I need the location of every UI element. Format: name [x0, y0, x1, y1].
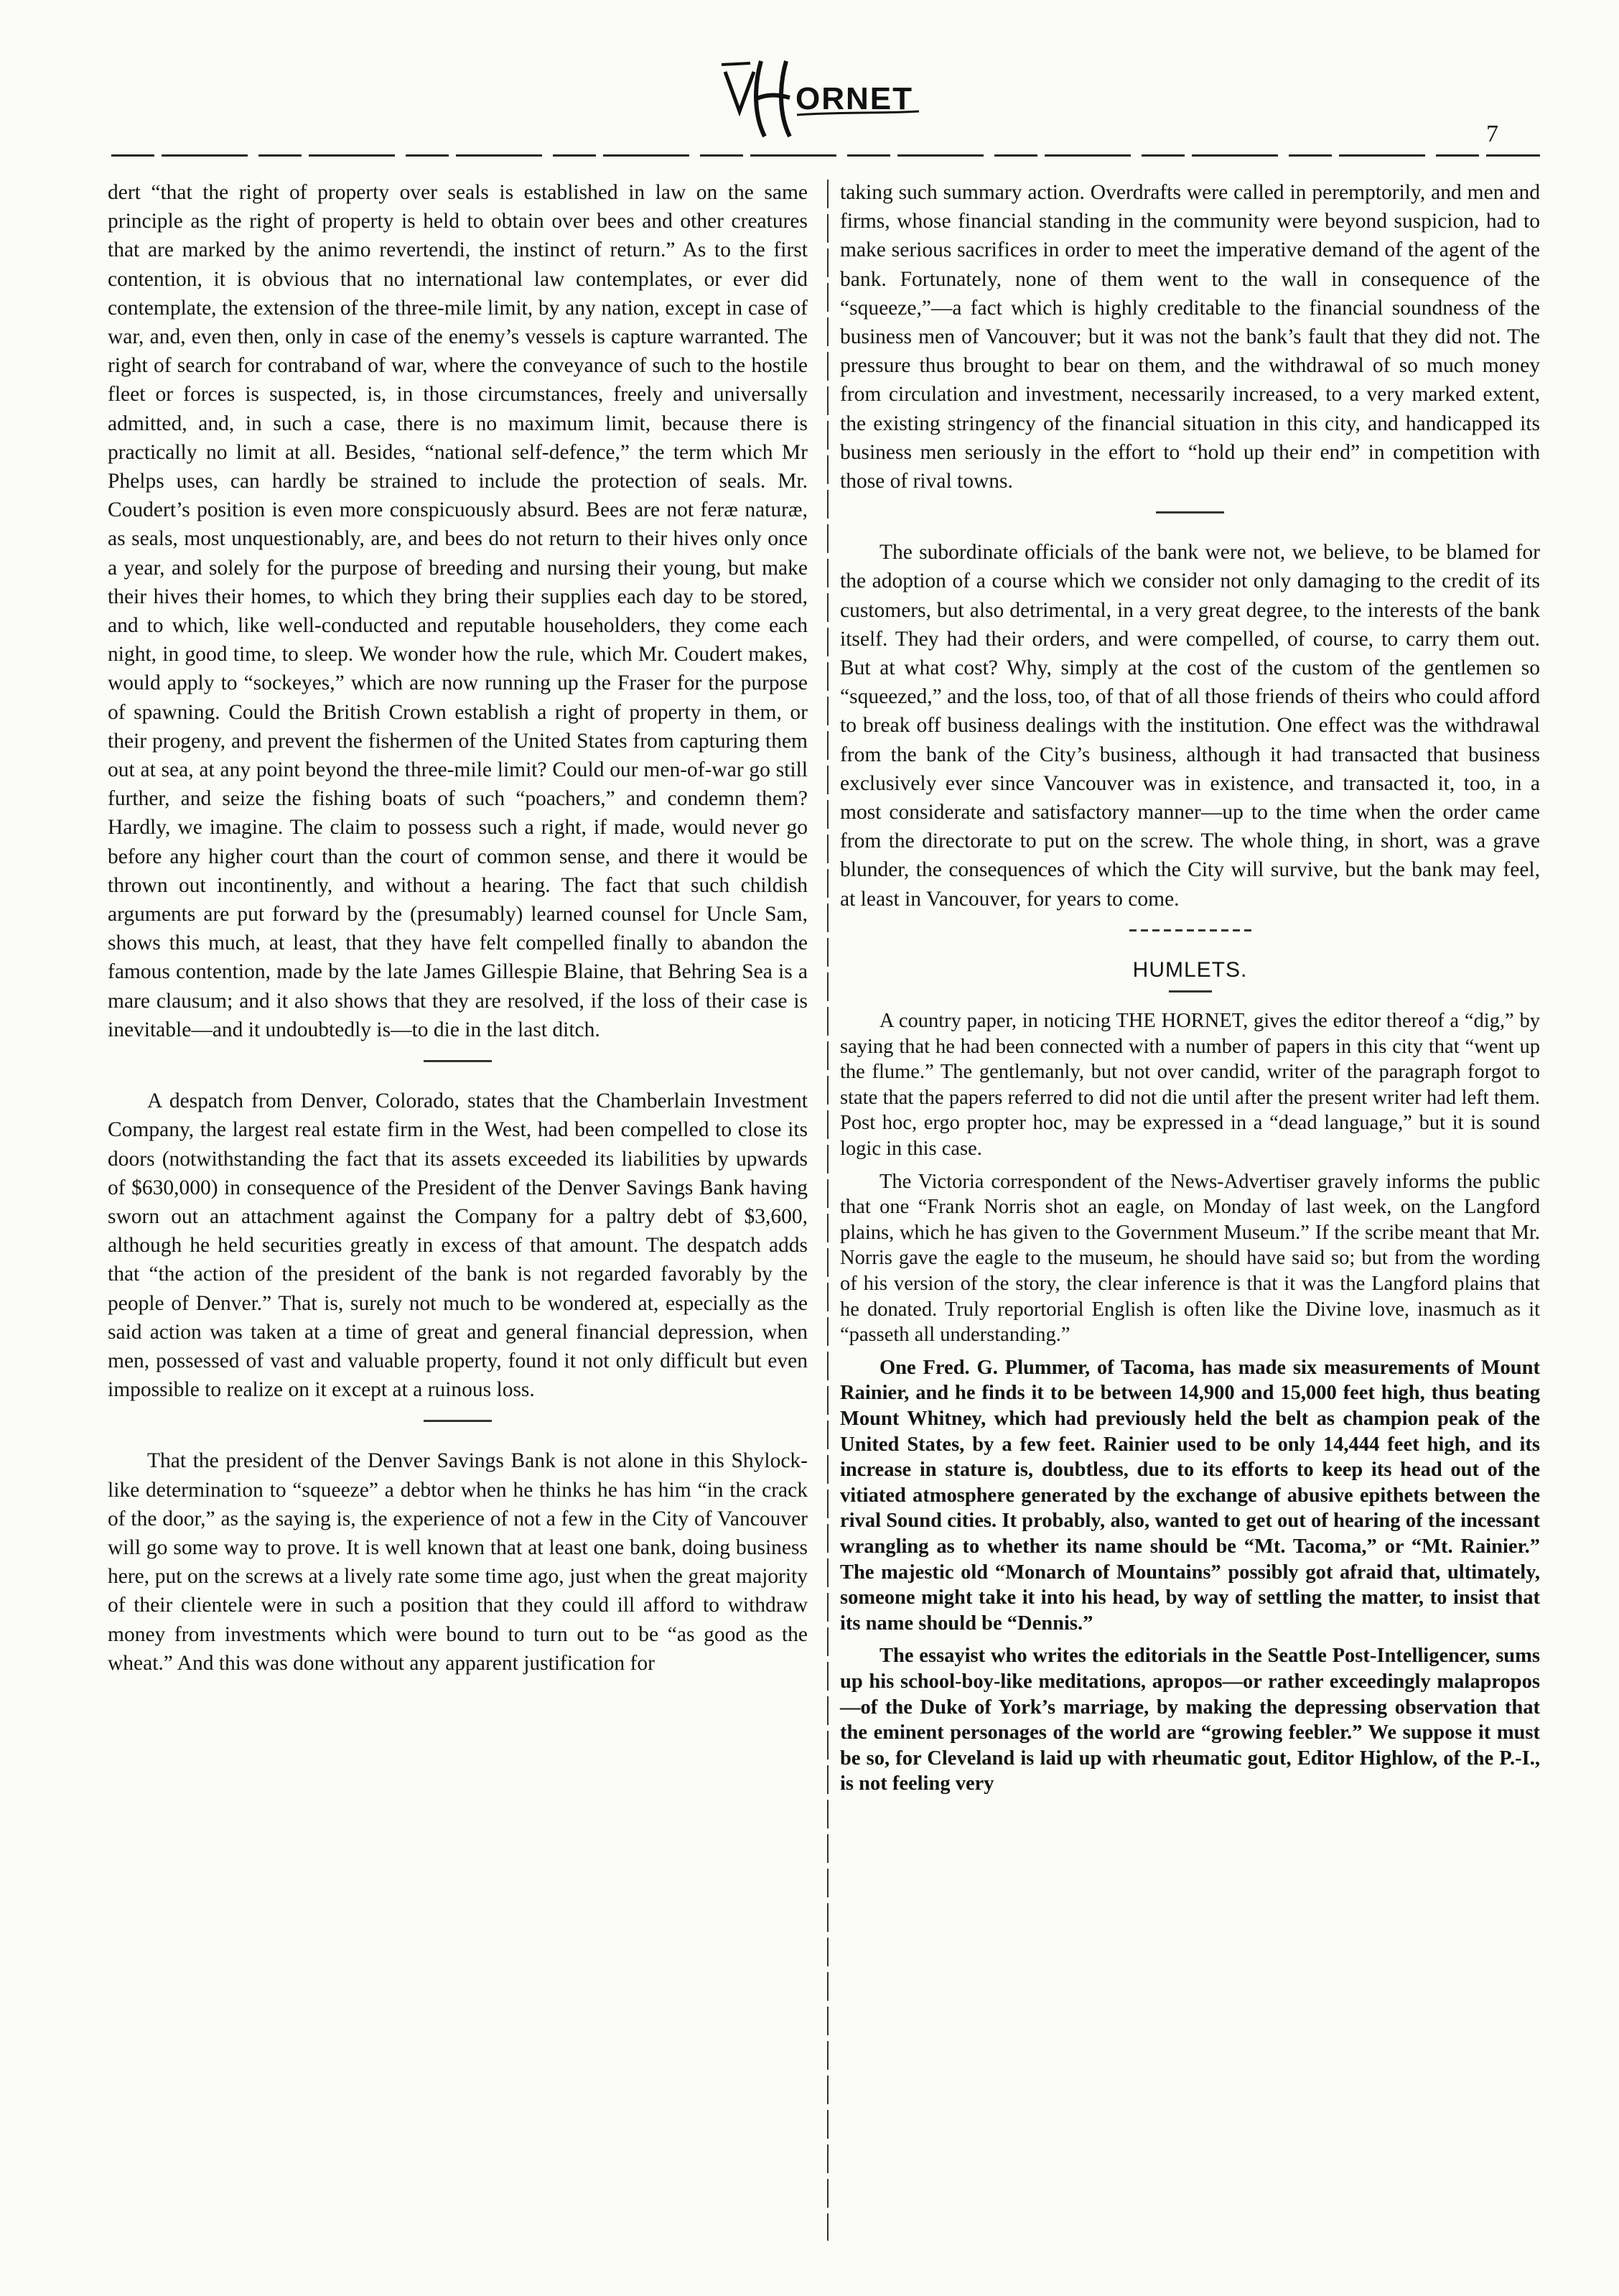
article-paragraph: dert “that the right of property over seals is established in law on the same principle as the right of property is held to obtain over bees and other creatures that are marked by the animo revertendi, the instinct of return.” As to the first contention, it is obvious that no international law contemplates, or ever did contemplate, the extension of the three-mile limit, by any nation, except in case of war, and, even then, only in case of the enemy’s vessels is capture warranted. The right of search for contraband of war, where the conveyance of such to the hostile fleet or forces is suspected, is, in those circumstances, freely and universally admitted, and, in such a case, there is no maximum limit, because there is practically no limit at all. Besides, “national self-defence,” the term which Mr Phelps uses, can hardly be strained to include the protection of seals. Mr. Coudert’s position is even more conspicuously absurd. Bees are not feræ naturæ, as seals, most unquestionably, are, and bees do not return to their hives only once a year, and solely for the purpose of breeding and nursing their young, but make their hives their homes, to which they bring their supplies each day to be stored, and to which, like well-conducted and reputable householders, they come each night, in good time, to sleep. We wonder how the rule, which Mr. Coudert makes, would apply to “sockeyes,” which are now running up the Fraser for the purpose of spawning. Could the British Crown establish a right of property in them, or their progeny, and prevent the fishermen of the United States from capturing them out at sea, at any point beyond the three-mile limit? Could our men-of-war go still further, and seize the fishing boats of such “poachers,” and condemn them? Hardly, we imagine. The claim to possess such a right, if made, would never go before any higher court than the court of common sense, and there it would be thrown out incontinently, and without a hearing. The fact that such childish arguments are put forward by the (presumably) learned counsel for Uncle Sam, shows this much, at least, that they have felt compelled finally to abandon the famous contention, made by the late James Gillespie Blaine, that Behring Sea is a mare clausum; and it also shows that they are resolved, if the loss of their case is inevitable—and it undoubtedly is—to die in the last ditch.	[108, 181, 808, 1041]
header-rule	[111, 154, 1540, 157]
article-paragraph: taking such summary action. Overdrafts were called in peremptorily, and men and firms, whose financial standing in the community were beyond suspicion, had to make serious sacrifices in order to meet the imperative demand of the agent of the bank. Fortunately, none of them went to the wall in consequence of the “squeeze,”—a fact which is highly creditable to the financial soundness of the business men of Vancouver; but it was not the bank’s fault that they did not. The pressure thus brought to bear on them, and the withdrawal of so much money from circulation and investment, necessarily increased, to a very marked extent, the existing stringency of the financial situation in this city, and handicapped its business men seriously in the effort to “hold up their end” in competition with those of rival towns.	[840, 181, 1540, 493]
humlet-paragraph: One Fred. G. Plummer, of Tacoma, has made six measurements of Mount Rainier, and he finds it to be between 14,900 and 15,000 feet high, thus beating Mount Whitney, which had previously held the belt as champion peak of the United States, by a few feet. Rainier used to be only 14,444 feet high, and its increase in stature is, doubtless, due to its efforts to keep its head out of the vitiated atmosphere generated by the exchange of abusive epithets between the rival Sound cities. It probably, also, wanted to get out of hearing of the incessant wrangling as to whether its name should be “Mt. Tacoma,” or “Mt. Rainier.” The majestic old “Monarch of Mountains” possibly got afraid that, ultimately, someone might take it into his head, by way of settling the matter, to insist that its name should be “Dennis.”	[840, 1356, 1540, 1635]
section-separator	[424, 1060, 492, 1062]
right-column	[840, 178, 1540, 1804]
section-separator	[424, 1420, 492, 1422]
masthead-logo	[711, 43, 941, 144]
humlet-paragraph: A country paper, in noticing THE HORNET, gives the editor thereof a “dig,” by saying that he had been connected with a number of papers in this city that “went up the flume.” The gentlemanly, but not over candid, writer of the paragraph forgot to state that the papers referred to did not die until after the present writer had left them. Post hoc, ergo propter hoc, may be expressed in a “dead language,” but it is sound logic in this case.	[840, 1010, 1540, 1161]
heading-rule	[1169, 990, 1212, 993]
hornet-logo-icon	[711, 43, 941, 144]
section-separator	[1156, 511, 1224, 513]
page-number: 7	[1486, 121, 1498, 147]
section-separator	[1129, 929, 1251, 931]
humlet-paragraph: The essayist who writes the editorials in the Seattle Post-Intelligencer, sums up his school-boy-like meditations, apropos—or rather exceedingly malapropos—of the Duke of York’s marriage, by making the depressing observation that the eminent personages of the world are “growing feebler.” We suppose it must be so, for Cleveland is laid up with rheumatic gout, Editor Highlow, of the P.-I., is not feeling very	[840, 1645, 1540, 1795]
article-paragraph: A despatch from Denver, Colorado, states that the Chamberlain Investment Company, the largest real estate firm in the West, had been compelled to close its doors (notwithstanding the fact that its assets exceeded its liabilities by upwards of $630,000) in consequence of the President of the Denver Savings Bank having sworn out an attachment against the Company for a paltry debt of $3,600, although he held securities greatly in excess of that amount. The despatch adds that “the action of the president of the bank is not regarded favorably by the people of Denver.” That is, surely not much to be wondered at, especially as the said action was taken at a time of great and general financial depression, when men, possessed of vast and valuable property, found it not only difficult but even impossible to realize on it except at a ruinous loss.	[108, 1089, 808, 1402]
left-column	[108, 178, 808, 1685]
svg-text:ORNET: ORNET	[795, 81, 913, 116]
humlets-heading: HUMLETS.	[1132, 957, 1248, 982]
humlet-paragraph: The Victoria correspondent of the News-Advertiser gravely informs the public that one “Frank Norris shot an eagle, on Monday of last week, on the Langford plains, which he has given to the Government Museum.” If the scribe meant that Mr. Norris gave the eagle to the museum, he should have said so; but from the wording of his version of the story, the clear inference is that it was the Langford plains that he donated. Truly reportorial English is often like the Divine love, inasmuch as it “passeth all understanding.”	[840, 1170, 1540, 1347]
article-paragraph: That the president of the Denver Savings Bank is not alone in this Shylock-like determination to “squeeze” a debtor when he thinks he has him “in the crack of the door,” as the saying is, the experience of not a few in the City of Vancouver will go some way to prove. It is well known that at least one bank, doing business here, put on the screws at a lively rate some time ago, just when the great majority of their clientele were in such a position that they could ill afford to withdraw money from investments which were bound to turn out to be “as good as the wheat.” And this was done without any apparent justification for	[108, 1449, 808, 1675]
column-divider	[827, 180, 829, 2241]
article-paragraph: The subordinate officials of the bank were not, we believe, to be blamed for the adoption of a course which we consider not only damaging to the credit of its customers, but also detrimental, in a very great degree, to the interests of the bank itself. They had their orders, and were compelled, of course, to carry them out. But at what cost? Why, simply at the cost of the custom of the gentlemen so “squeezed,” and the loss, too, of that of all those friends of theirs who could afford to break off business dealings with the institution. One effect was the withdrawal from the bank of the City’s business, although it had transacted that business exclusively ever since Vancouver was in existence, and transacted it, too, in a most considerate and satisfactory manner—up to the time when the order came from the directorate to put on the screw. The whole thing, in short, was a grave blunder, the consequences of which the City will survive, but the bank may feel, at least in Vancouver, for years to come.	[840, 541, 1540, 911]
